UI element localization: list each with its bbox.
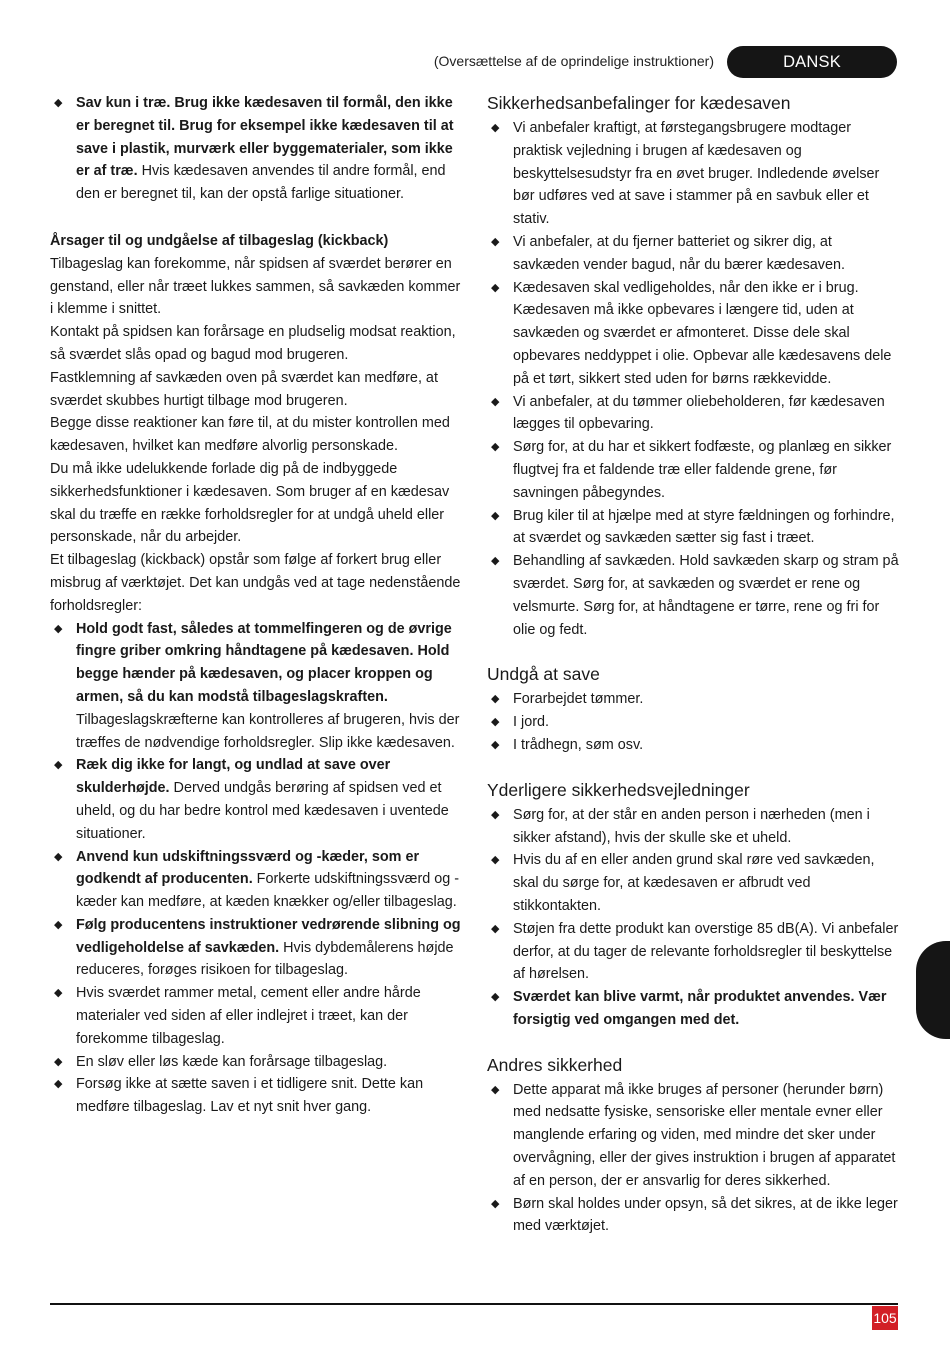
diamond-bullet-icon: ◆	[491, 1197, 500, 1210]
list-item	[487, 804, 901, 850]
diamond-bullet-icon: ◆	[491, 738, 500, 751]
kickback-heading: Årsager til og undgåelse af tilbageslag (kickback)	[50, 232, 389, 249]
item-bold-text: Hold godt fast, således at tommelfingeren og de øvrige fingre griber omkring håndtagene på kædesaven. Hold begge hænder på kædesaven, og placer kroppen og armen, så du kan modstå tilbageslagskraften.	[76, 620, 452, 705]
list-item	[50, 92, 464, 206]
diamond-bullet-icon: ◆	[54, 987, 63, 1000]
diamond-bullet-icon: ◆	[491, 991, 500, 1004]
list-item	[50, 914, 464, 982]
diamond-bullet-icon: ◆	[54, 918, 63, 931]
item-bold-text: Følg producentens instruktioner vedrørende slibning og vedligeholdelse af savkæden.	[76, 916, 461, 956]
section-heading: Undgå at save	[487, 664, 600, 685]
item-text: Vi anbefaler kraftigt, at førstegangsbrugere modtager praktisk vejledning i brugen af kædesaven og beskyttelsesudstyr fra en øvet bruger. Indledende øvelser bør udføres ved at save i stammer på en savbuk eller et stativ.	[513, 120, 880, 228]
item-text: Sørg for, at du har et sikkert fodfæste, og planlæg en sikker flugtvej fra et faldende træ eller faldende grene, før savningen påbegyndes.	[513, 439, 892, 501]
list-item	[50, 982, 464, 1050]
list-item	[487, 986, 901, 1032]
list-item	[487, 505, 901, 551]
left-column	[50, 92, 464, 1119]
paragraph: Fastklemning af savkæden oven på sværdet kan medføre, at sværdet skubbes hurtigt tilbage mod brugeren.	[50, 369, 438, 409]
item-text: I trådhegn, søm osv.	[513, 736, 644, 753]
item-bold-text: Anvend kun udskiftningssværd og -kæder, som er godkendt af producenten.	[76, 848, 420, 888]
item-text: Kædesaven skal vedligeholdes, når den ikke er i brug. Kædesaven må ikke opbevares i længere tid, uden at savkæden og sværdet er afmonteret. Disse dele skal opbevares neddyppet i olie. Opbevar alle kædesavens dele på et tørt, sikkert sted uden for børns rækkevidde.	[513, 279, 892, 387]
paragraph: Kontakt på spidsen kan forårsage en pludselig modsat reaktion, så sværdet slås opad og bagud mod brugeren.	[50, 324, 456, 363]
diamond-bullet-icon: ◆	[54, 759, 63, 772]
diamond-bullet-icon: ◆	[491, 922, 500, 935]
list-item	[487, 849, 901, 917]
diamond-bullet-icon: ◆	[491, 122, 500, 134]
diamond-bullet-icon: ◆	[54, 1078, 63, 1091]
list-item	[487, 711, 901, 734]
list-item	[487, 550, 901, 641]
diamond-bullet-icon: ◆	[491, 716, 500, 729]
diamond-bullet-icon: ◆	[491, 441, 500, 454]
item-text: Forsøg ikke at sætte saven i et tidligere snit. Dette kan medføre tilbageslag. Lav et nyt snit hver gang.	[76, 1076, 424, 1116]
list-item	[50, 846, 464, 914]
side-thumb-tab	[916, 941, 950, 1039]
paragraph: Begge disse reaktioner kan føre til, at du mister kontrollen med kædesaven, hvilket kan medføre alvorlig personskade.	[50, 415, 450, 455]
item-text: Hvis kædesaven anvendes til andre formål, end den er beregnet til, kan der opstå farlige situationer.	[76, 163, 446, 203]
list-item	[50, 754, 464, 845]
item-text: Dette apparat må ikke bruges af personer (herunder børn) med nedsatte fysiske, sensoriske eller mentale evner eller manglende erfaring og viden, med mindre det sker under overvågning, eller der gives instruktion i brugen af apparatet af en person, der er ansvarlig for deres sikkerhed.	[513, 1081, 896, 1189]
right-column	[487, 92, 901, 1238]
paragraph: Du må ikke udelukkende forlade dig på de indbyggede sikkerhedsfunktioner i kædesaven. Som bruger af en kædesav skal du træffe en række forholdsregler for at undgå uheld eller personskade, når du arbejder.	[50, 460, 450, 546]
paragraph: Tilbageslag kan forekomme, når spidsen af sværdet berører en genstand, eller når træet lukkes sammen, så savkæden kommer i klemme i snittet.	[50, 255, 461, 318]
section-heading: Yderligere sikkerhedsvejledninger	[487, 779, 750, 800]
kickback-list	[50, 618, 464, 1120]
item-text: En sløv eller løs kæde kan forårsage tilbageslag.	[76, 1053, 388, 1070]
diamond-bullet-icon: ◆	[491, 509, 500, 522]
diamond-bullet-icon: ◆	[54, 622, 63, 635]
list-item	[50, 1073, 464, 1119]
item-bold-text: Sværdet kan blive varmt, når produktet anvendes. Vær forsigtig ved omgangen med det.	[513, 989, 887, 1028]
diamond-bullet-icon: ◆	[54, 1055, 63, 1068]
item-bold-text: Sav kun i træ. Brug ikke kædesaven til formål, den ikke er beregnet til. Brug for eksempel ikke kædesaven til at save i plastik, murværk eller byggematerialer, som ikke er af træ.	[76, 95, 454, 180]
language-badge: DANSK	[727, 46, 897, 78]
item-text: Vi anbefaler, at du fjerner batteriet og sikrer dig, at savkæden vender bagud, når du bærer kædesaven.	[513, 233, 845, 273]
list-item	[487, 277, 901, 391]
item-text: Hvis sværdet rammer metal, cement eller andre hårde materialer ved siden af eller indlejret i træet, kan der forekomme tilbageslag.	[76, 985, 421, 1047]
footer-divider	[50, 1303, 898, 1305]
item-text: Støjen fra dette produkt kan overstige 85 dB(A). Vi anbefaler derfor, at du tager de relevante forholdsregler til beskyttelse af hørelsen.	[513, 920, 899, 983]
item-text: Børn skal holdes under opsyn, så det sikres, at de ikke leger med værktøjet.	[513, 1195, 898, 1235]
page-number: 105	[872, 1306, 898, 1330]
diamond-bullet-icon: ◆	[491, 235, 500, 248]
item-text: I jord.	[513, 714, 549, 731]
item-text: Hvis dybdemålerens højde reduceres, forøges risikoen for tilbageslag.	[76, 939, 454, 979]
section-heading: Andres sikkerhed	[487, 1054, 623, 1075]
list-item	[50, 618, 464, 755]
diamond-bullet-icon: ◆	[54, 97, 63, 109]
item-text: Forkerte udskiftningssværd og -kæder kan medføre, at kæden knækker og/eller tilbageslag.	[76, 871, 460, 911]
diamond-bullet-icon: ◆	[491, 693, 500, 706]
diamond-bullet-icon: ◆	[491, 808, 500, 821]
item-text: Behandling af savkæden. Hold savkæden skarp og stram på sværdet. Sørg for, at savkæden og sværdet er rene og velsmurte. Sørg for, at håndtagene er tørre, rene og fri for olie og fedt.	[513, 553, 899, 638]
intro-list	[50, 92, 464, 206]
item-text: Tilbageslagskræfterne kan kontrolleres af brugeren, hvis der træffes de nødvendige forholdsregler. Slip ikke kædesaven.	[76, 711, 460, 751]
diamond-bullet-icon: ◆	[491, 281, 500, 294]
diamond-bullet-icon: ◆	[491, 854, 500, 867]
item-text: Forarbejdet tømmer.	[513, 691, 644, 708]
list-item	[487, 688, 901, 711]
diamond-bullet-icon: ◆	[491, 1083, 500, 1096]
item-text: Brug kiler til at hjælpe med at styre fældningen og forhindre, at sværdet og savkæden sætter sig fast i træet.	[513, 507, 895, 547]
item-text: Hvis du af en eller anden grund skal røre ved savkæden, skal du sørge for, at kædesaven er afbrudt ved stikkontakten.	[513, 852, 875, 914]
list-item	[487, 1193, 901, 1239]
list-item	[487, 436, 901, 504]
list-item	[487, 1079, 901, 1193]
section-list	[487, 688, 901, 756]
section-list	[487, 1079, 901, 1239]
list-item	[487, 918, 901, 986]
item-text: Vi anbefaler, at du tømmer oliebeholderen, før kædesaven lægges til opbevaring.	[513, 393, 885, 433]
list-item	[50, 1051, 464, 1074]
item-text: Derved undgås berøring af spidsen ved et uheld, og du har bedre kontrol med kædesaven i uventede situationer.	[76, 780, 449, 842]
section-list	[487, 117, 901, 641]
item-bold-text: Ræk dig ikke for langt, og undlad at save over skulderhøjde.	[76, 757, 391, 797]
section-heading: Sikkerhedsanbefalinger for kædesaven	[487, 93, 791, 113]
translation-note: (Oversættelse af de oprindelige instruktioner)	[433, 53, 714, 69]
diamond-bullet-icon: ◆	[491, 395, 500, 408]
diamond-bullet-icon: ◆	[54, 850, 63, 863]
item-text: Sørg for, at der står en anden person i nærheden (men i sikker afstand), hvis der skulle ske et uheld.	[513, 806, 870, 846]
list-item	[487, 734, 901, 757]
list-item	[487, 117, 901, 231]
list-item	[487, 391, 901, 437]
kickback-paragraphs	[50, 253, 464, 618]
list-item	[487, 231, 901, 277]
diamond-bullet-icon: ◆	[491, 555, 500, 568]
section-list	[487, 804, 901, 1032]
paragraph: Et tilbageslag (kickback) opstår som følge af forkert brug eller misbrug af værktøjet. Det kan undgås ved at tage nedenstående forholdsregler:	[50, 552, 461, 614]
